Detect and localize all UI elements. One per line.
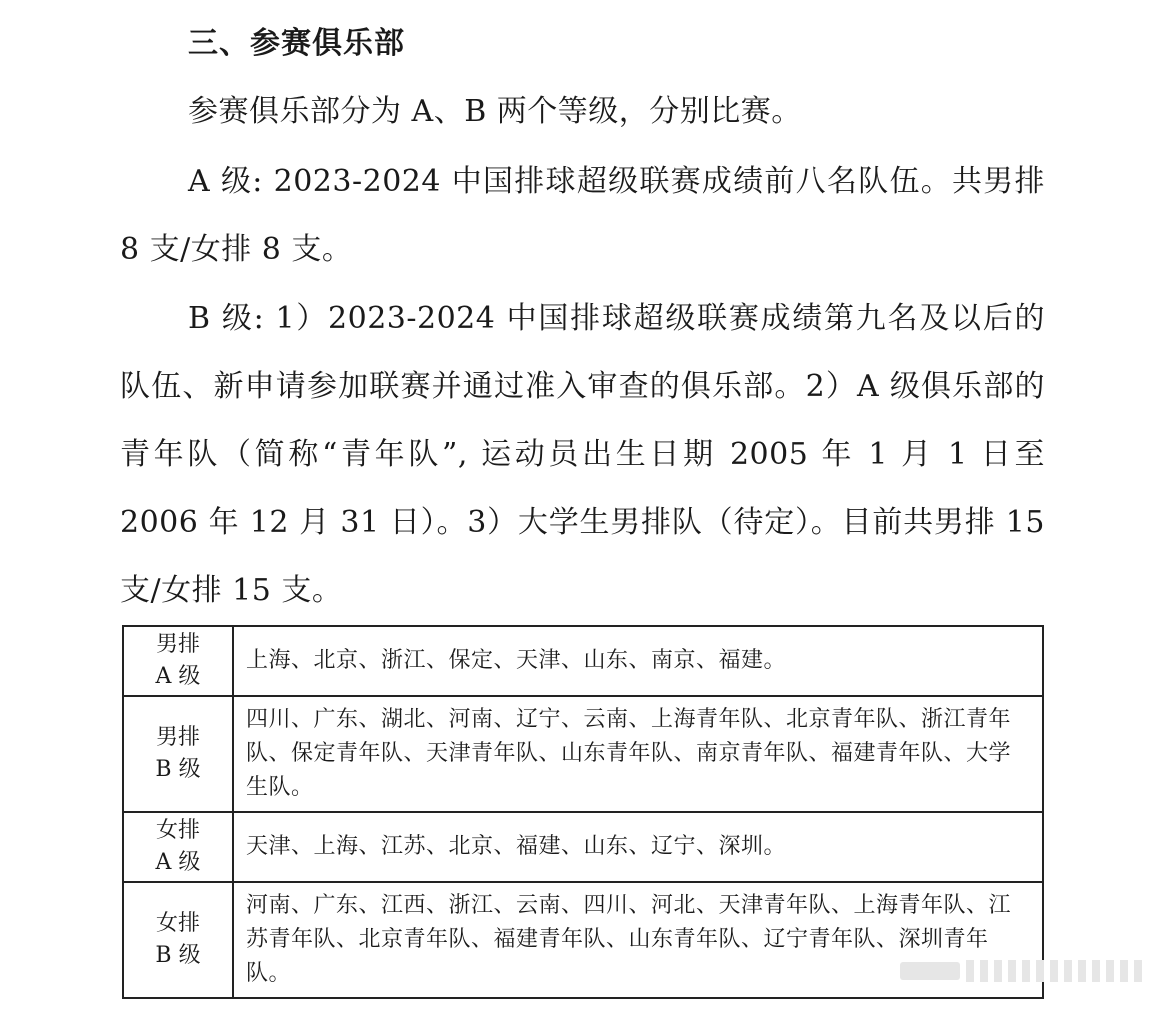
watermark-bars-icon	[900, 958, 1148, 984]
table-row-women-a	[123, 812, 1043, 882]
intro-paragraph: 参赛俱乐部分为 A、B 两个等级，分别比赛。	[188, 94, 802, 129]
teams-cell: 上海、北京、浙江、保定、天津、山东、南京、福建。	[233, 626, 1043, 696]
teams-cell: 天津、上海、江苏、北京、福建、山东、辽宁、深圳。	[233, 812, 1043, 882]
category-level: B 级	[155, 757, 201, 782]
category-gender: 男排	[155, 632, 200, 657]
category-cell	[123, 882, 233, 998]
table-row-men-a	[123, 626, 1043, 696]
level-b-paragraph: B 级: 1）2023-2024 中国排球超级联赛成绩第九名及以后的队伍、新申请参加联赛并通过准入审查的俱乐部。2）A 级俱乐部的青年队（简称“青年队”, 运动员出生日期 2005 年 1 月 1 日至 2006 年 12 月 31 日）。3）大学生男排队（待定）。目前共男排 15 支/女排 15 支。	[120, 301, 1045, 608]
category-cell	[123, 626, 233, 696]
level-a-paragraph: A 级: 2023-2024 中国排球超级联赛成绩前八名队伍。共男排 8 支/女排 8 支。	[120, 164, 1045, 267]
category-level: A 级	[155, 664, 201, 689]
section-heading: 三、参赛俱乐部	[188, 26, 405, 61]
teams-cell: 河南、广东、江西、浙江、云南、四川、河北、天津青年队、上海青年队、江苏青年队、北京青年队、福建青年队、山东青年队、辽宁青年队、深圳青年队。	[233, 882, 1043, 998]
category-level: B 级	[155, 943, 201, 968]
category-gender: 男排	[155, 725, 200, 750]
table-row-men-b	[123, 696, 1043, 812]
category-level: A 级	[155, 850, 201, 875]
teams-cell: 四川、广东、湖北、河南、辽宁、云南、上海青年队、北京青年队、浙江青年队、保定青年队、天津青年队、山东青年队、南京青年队、福建青年队、大学生队。	[233, 696, 1043, 812]
category-gender: 女排	[155, 911, 200, 936]
category-cell	[123, 812, 233, 882]
clubs-table	[122, 625, 1044, 999]
category-cell	[123, 696, 233, 812]
category-gender: 女排	[155, 818, 200, 843]
